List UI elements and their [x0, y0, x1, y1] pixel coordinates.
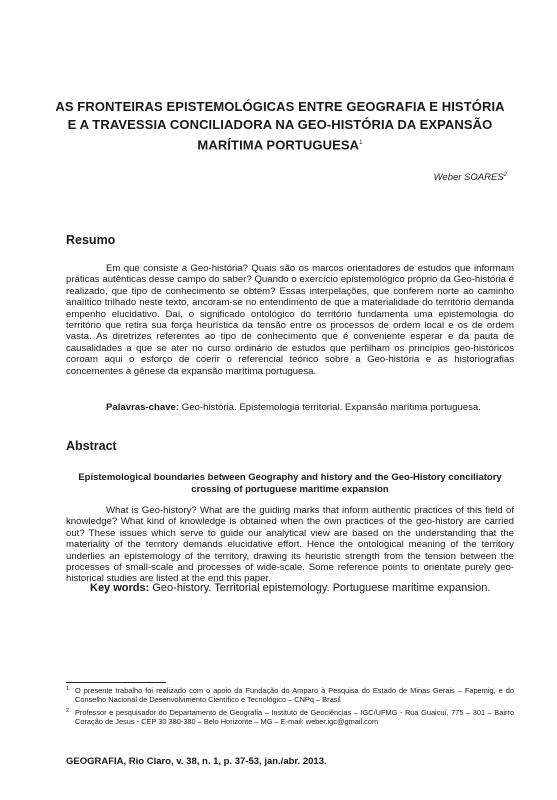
resumo-body: Em que consiste a Geo-história? Quais são os marcos orientadores de estudos que informam práticas autênticas desse campo do saber? Quando o exercício epistemológico próprio da Geo-história é realizado, que tipo de conhecimento se obtém? Essas interpelações, que conferem norte ao caminho analítico trilhado neste texto, ancoram-se no entendimento de que a materialidade do território demanda empenho elucidativo. Daí, o significado ontológico do território fundamenta uma epistemologia do território que retira sua força heurística da tensão entre os processos de ordem local e os de ordem vasta. As diretrizes referentes ao tipo de conhecimento que é conveniente esperar e da pauta de causalidades a que se ater no curso ordinário de estudos que perfilham os princípios geo-históricos coroam aqui o esforço de coerir o referencial teórico sobre a Geo-história e as historiografias concementes à gênese da expansão marítima portuguesa.	[66, 263, 514, 377]
footnote-1	[66, 686, 514, 705]
resumo-keywords	[106, 402, 481, 413]
footnote-2	[66, 708, 514, 727]
abstract-body: What is Geo-history? What are the guiding marks that inform authentic practices of this field of knowledge? What kind of knowledge is obtained when the own practices of the geo-history are carried out? These issues which serve to guide our analytical view are based on the understanding that the materiality of the territory demands elucidative effort. Hence the ontological meaning of the territory underlies an epistemology of the territory, drawing its heuristic strength from the tension between the processes of small-scale and processes of wide-scale. Some reference points to orientate purely geo-historical studies are listed at the end this paper.	[66, 505, 514, 585]
abstract-keywords-text: Geo-history. Territorial epistemology. Portuguese maritime expansion.	[152, 582, 491, 594]
footnote-2-number: 2	[66, 708, 70, 714]
abstract-title: Epistemological boundaries between Geography and history and the Geo-History conciliatory crossing of portuguese maritime expansion	[78, 472, 502, 495]
author-name	[434, 172, 507, 183]
footnote-1-text: O presente trabalho foi realizado com o apoio da Fundação do Amparo à Pesquisa do Estado de Minas Gerais – Fapemig, e do Conselho Nacional de Desenvolvimento Científico e Tecnológico – CNPq – Brasil	[75, 686, 514, 705]
author-footnote-marker: 2	[503, 172, 507, 178]
abstract-heading: Abstract	[66, 439, 117, 453]
footnote-2-text: Professor e pesquisador do Departamento de Geografia – Instituto de Geociências – IGC/UFMG - Rua Guaicuí, 775 – 301 – Bairro Coração de Jesus - CEP 30 380-380 – Belo Horizonte – MG – E-mail: weber.igc@gmail.com	[75, 708, 514, 727]
abstract-keywords-label: Key words:	[90, 582, 150, 594]
footnote-divider	[66, 682, 166, 683]
footnote-1-number: 1	[66, 686, 70, 692]
author-name-text: Weber SOARES	[433, 172, 504, 184]
abstract-keywords	[90, 582, 490, 594]
journal-citation: GEOGRAFIA, Rio Claro, v. 38, n. 1, p. 37-53, jan./abr. 2013.	[66, 756, 327, 767]
title-footnote-marker: 1	[359, 140, 363, 146]
resumo-keywords-label: Palavras-chave:	[106, 402, 180, 413]
paper-title-text: AS FRONTEIRAS EPISTEMOLÓGICAS ENTRE GEOGRAFIA E HISTÓRIA E A TRAVESSIA CONCILIADORA NA GEO-HISTÓRIA DA EXPANSÃO MARÍTIMA PORTUGUESA	[55, 99, 505, 153]
paper-title	[50, 98, 510, 154]
resumo-heading: Resumo	[66, 233, 116, 247]
resumo-keywords-text: Geo-história. Epistemologia territorial. Expansão marítima portuguesa.	[181, 402, 481, 413]
